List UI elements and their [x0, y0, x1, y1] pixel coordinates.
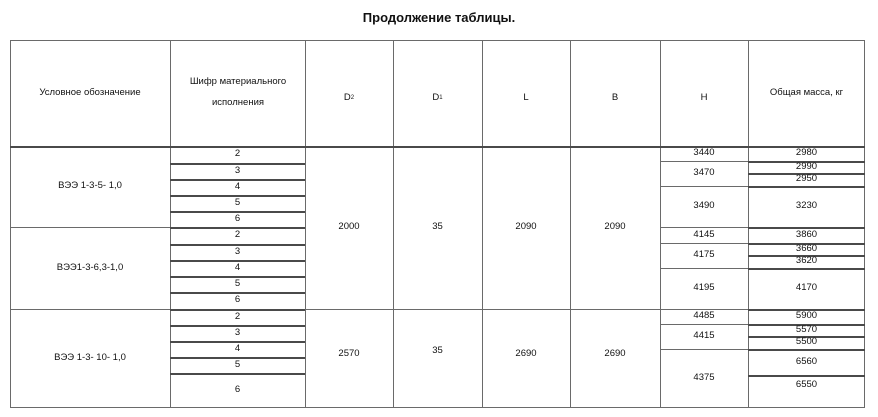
cipher-cell: 5 — [234, 358, 241, 370]
header-mass: Общая масса, кг — [769, 86, 844, 98]
header-d1-letter: D — [432, 91, 440, 103]
d2-value: 2000 — [338, 221, 360, 233]
mass-cell: 4170 — [795, 282, 818, 294]
table-caption: Продолжение таблицы. — [362, 10, 516, 25]
b-value: 2090 — [604, 221, 626, 233]
cipher-cell: 2 — [234, 148, 241, 160]
designation-cell: ВЭЭ 1-3- 10- 1,0 — [54, 352, 126, 364]
h-cell: 4175 — [693, 249, 715, 261]
header-l: L — [523, 91, 529, 103]
d1-value: 35 — [432, 221, 443, 233]
cipher-cell: 3 — [234, 326, 241, 338]
header-cipher: Шифр материального исполнения — [189, 76, 287, 108]
h-cell: 3490 — [693, 200, 715, 212]
header-d1-sub: 1 — [439, 94, 443, 101]
cipher-cell: 3 — [234, 245, 241, 257]
header-d1 — [393, 40, 482, 156]
header-d2-sub: 2 — [350, 94, 355, 101]
header-b: B — [611, 91, 619, 103]
designation-cell: ВЭЭ 1-3-5- 1,0 — [58, 180, 122, 192]
mass-cell: 3230 — [795, 200, 818, 212]
header-d2 — [305, 40, 393, 156]
h-cell: 4375 — [693, 372, 715, 384]
b-value: 2690 — [604, 347, 626, 359]
cipher-cell: 6 — [234, 212, 241, 224]
h-cell: 3440 — [693, 147, 715, 159]
mass-cell: 5900 — [795, 310, 818, 322]
designation-cell: ВЭЭ1-3-6,3-1,0 — [56, 261, 124, 273]
h-cell: 4485 — [693, 310, 715, 322]
h-cell: 4145 — [693, 228, 715, 240]
h-cell: 3470 — [693, 167, 715, 179]
cipher-cell: 6 — [234, 294, 241, 306]
cipher-cell: 2 — [234, 229, 241, 241]
cipher-cell: 2 — [234, 310, 241, 322]
mass-cell: 2950 — [795, 173, 818, 185]
d1-value: 35 — [432, 344, 443, 356]
mass-cell: 5500 — [795, 336, 818, 348]
mass-cell: 3660 — [795, 242, 818, 254]
header-designation: Условное обозначение — [39, 86, 141, 98]
h-cell: 4415 — [693, 330, 715, 342]
header-d2-letter: D — [343, 91, 351, 103]
l-value: 2690 — [515, 347, 537, 359]
l-value: 2090 — [515, 221, 537, 233]
mass-cell: 6550 — [795, 379, 818, 391]
cipher-cell: 5 — [234, 196, 241, 208]
cipher-cell: 4 — [234, 180, 241, 192]
mass-cell: 2980 — [795, 147, 818, 159]
cipher-cell: 4 — [234, 261, 241, 273]
mass-cell: 5570 — [795, 323, 818, 335]
h-cell: 4195 — [693, 282, 715, 294]
mass-cell: 3620 — [795, 255, 818, 267]
cipher-cell: 5 — [234, 277, 241, 289]
mass-cell: 3860 — [795, 228, 818, 240]
cipher-cell: 4 — [234, 342, 241, 354]
mass-cell: 6560 — [795, 355, 818, 367]
cipher-cell: 6 — [234, 384, 241, 396]
header-h: H — [700, 91, 708, 103]
d2-value: 2570 — [338, 347, 360, 359]
cipher-cell: 3 — [234, 164, 241, 176]
mass-cell: 2990 — [795, 160, 818, 172]
